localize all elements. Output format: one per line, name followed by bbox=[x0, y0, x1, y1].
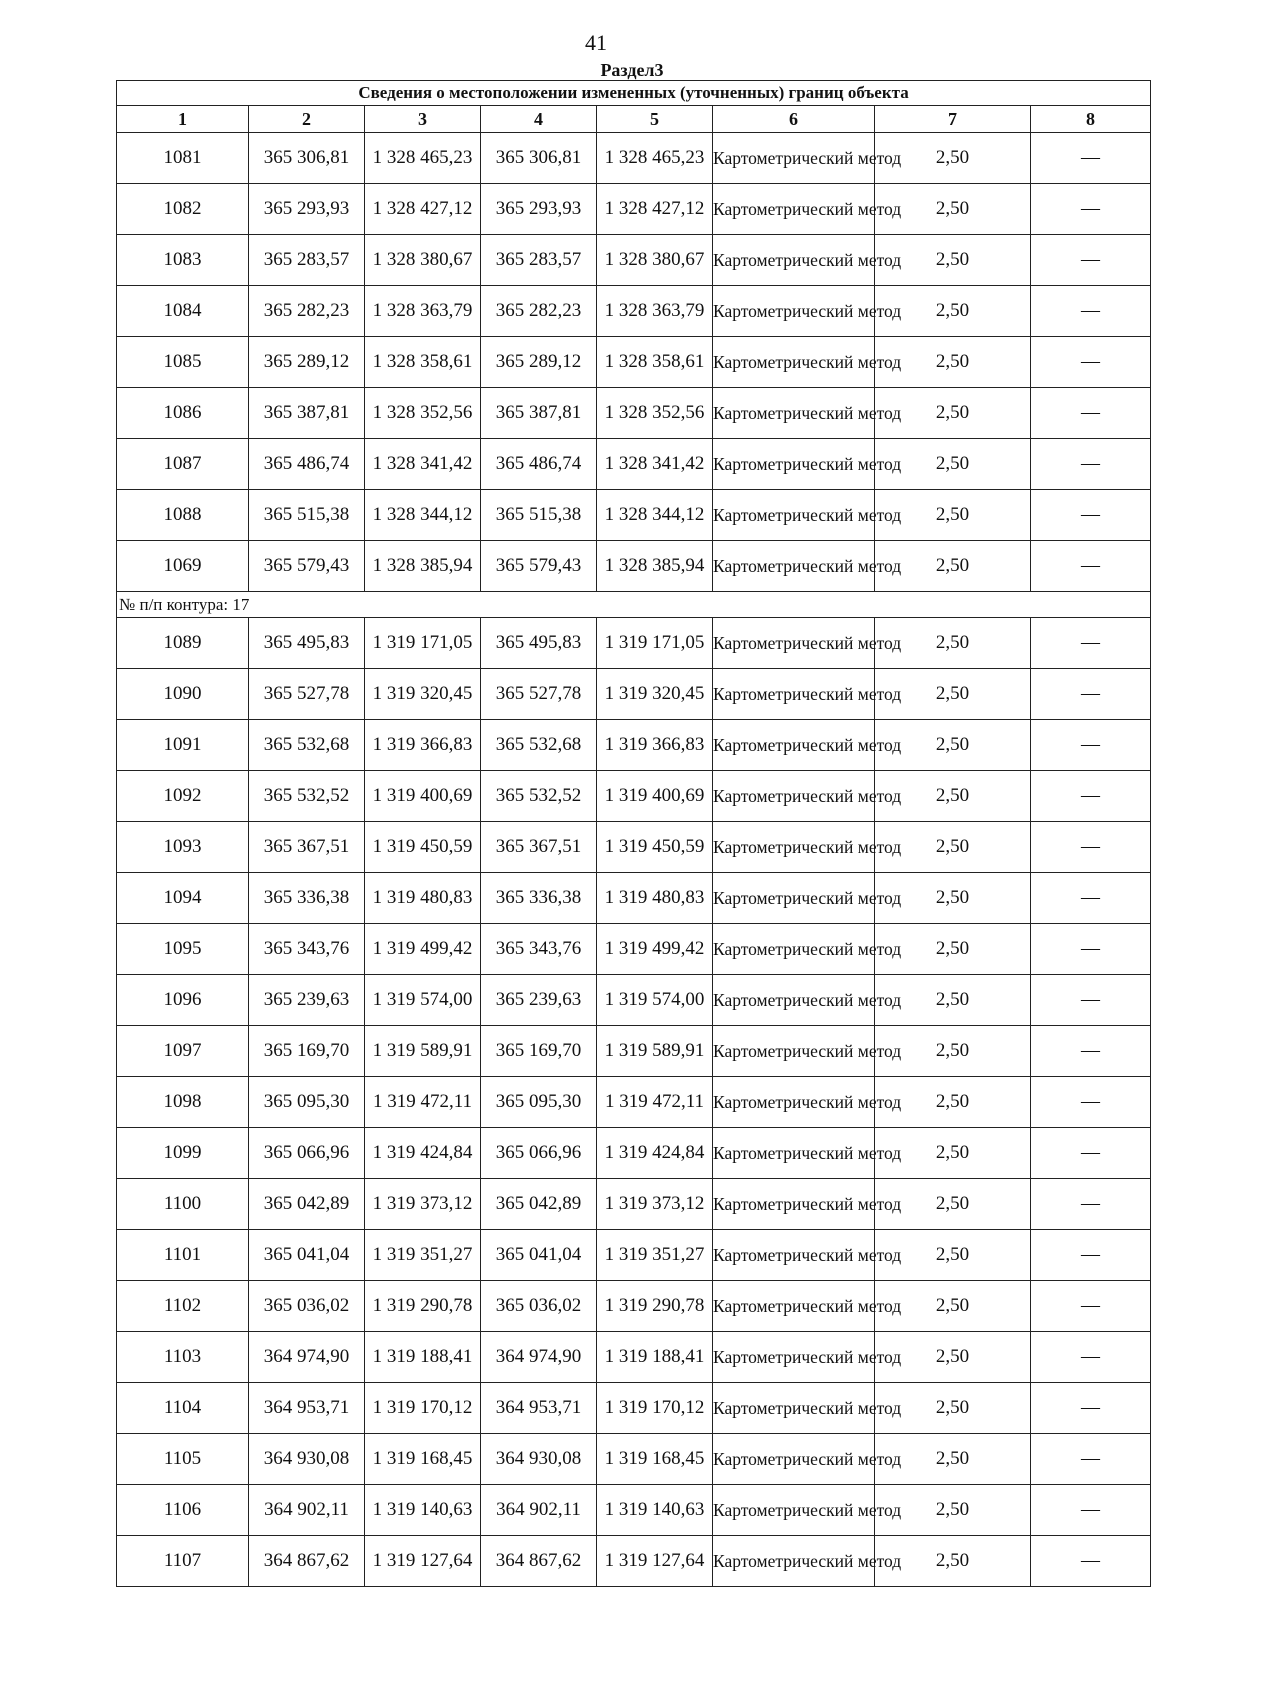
point-number-cell: 1097 bbox=[117, 1026, 249, 1077]
y-new-cell: 1 328 380,67 bbox=[597, 235, 713, 286]
accuracy-cell: 2,50 bbox=[875, 388, 1031, 439]
table-row bbox=[117, 490, 1151, 541]
point-number-cell: 1069 bbox=[117, 541, 249, 592]
x-existing-cell: 365 532,52 bbox=[249, 771, 365, 822]
y-new-cell: 1 328 427,12 bbox=[597, 184, 713, 235]
x-existing-cell: 365 095,30 bbox=[249, 1077, 365, 1128]
accuracy-cell: 2,50 bbox=[875, 1383, 1031, 1434]
y-new-cell: 1 319 366,83 bbox=[597, 720, 713, 771]
accuracy-cell: 2,50 bbox=[875, 133, 1031, 184]
column-number: 3 bbox=[365, 106, 481, 133]
method-cell: Картометрический метод bbox=[713, 1383, 875, 1434]
y-new-cell: 1 319 188,41 bbox=[597, 1332, 713, 1383]
point-number-cell: 1103 bbox=[117, 1332, 249, 1383]
x-new-cell: 365 066,96 bbox=[481, 1128, 597, 1179]
y-existing-cell: 1 319 480,83 bbox=[365, 873, 481, 924]
table-row bbox=[117, 720, 1151, 771]
point-number-cell: 1085 bbox=[117, 337, 249, 388]
x-new-cell: 364 930,08 bbox=[481, 1434, 597, 1485]
y-existing-cell: 1 319 320,45 bbox=[365, 669, 481, 720]
method-cell: Картометрический метод bbox=[713, 1536, 875, 1587]
point-number-cell: 1096 bbox=[117, 975, 249, 1026]
point-number-cell: 1107 bbox=[117, 1536, 249, 1587]
y-new-cell: 1 319 320,45 bbox=[597, 669, 713, 720]
column-number: 4 bbox=[481, 106, 597, 133]
method-cell: Картометрический метод bbox=[713, 1179, 875, 1230]
x-new-cell: 365 532,52 bbox=[481, 771, 597, 822]
point-number-cell: 1081 bbox=[117, 133, 249, 184]
method-cell: Картометрический метод bbox=[713, 1485, 875, 1536]
x-new-cell: 365 283,57 bbox=[481, 235, 597, 286]
y-new-cell: 1 328 358,61 bbox=[597, 337, 713, 388]
method-cell: Картометрический метод bbox=[713, 1026, 875, 1077]
contour-row bbox=[117, 592, 1151, 618]
point-number-cell: 1086 bbox=[117, 388, 249, 439]
note-cell: — bbox=[1031, 184, 1151, 235]
x-existing-cell: 365 066,96 bbox=[249, 1128, 365, 1179]
method-cell: Картометрический метод bbox=[713, 771, 875, 822]
y-new-cell: 1 319 400,69 bbox=[597, 771, 713, 822]
x-existing-cell: 365 515,38 bbox=[249, 490, 365, 541]
table-row bbox=[117, 337, 1151, 388]
x-existing-cell: 365 579,43 bbox=[249, 541, 365, 592]
note-cell: — bbox=[1031, 439, 1151, 490]
table-row bbox=[117, 1536, 1151, 1587]
x-new-cell: 365 532,68 bbox=[481, 720, 597, 771]
y-existing-cell: 1 319 188,41 bbox=[365, 1332, 481, 1383]
x-new-cell: 364 953,71 bbox=[481, 1383, 597, 1434]
accuracy-cell: 2,50 bbox=[875, 924, 1031, 975]
accuracy-cell: 2,50 bbox=[875, 1332, 1031, 1383]
x-new-cell: 365 387,81 bbox=[481, 388, 597, 439]
table-row bbox=[117, 541, 1151, 592]
point-number-cell: 1088 bbox=[117, 490, 249, 541]
column-number: 5 bbox=[597, 106, 713, 133]
point-number-cell: 1100 bbox=[117, 1179, 249, 1230]
y-new-cell: 1 319 373,12 bbox=[597, 1179, 713, 1230]
y-new-cell: 1 319 127,64 bbox=[597, 1536, 713, 1587]
y-existing-cell: 1 328 341,42 bbox=[365, 439, 481, 490]
column-number: 6 bbox=[713, 106, 875, 133]
x-new-cell: 365 486,74 bbox=[481, 439, 597, 490]
method-cell: Картометрический метод bbox=[713, 618, 875, 669]
accuracy-cell: 2,50 bbox=[875, 1536, 1031, 1587]
y-existing-cell: 1 319 589,91 bbox=[365, 1026, 481, 1077]
x-existing-cell: 365 336,38 bbox=[249, 873, 365, 924]
accuracy-cell: 2,50 bbox=[875, 1179, 1031, 1230]
note-cell: — bbox=[1031, 924, 1151, 975]
point-number-cell: 1104 bbox=[117, 1383, 249, 1434]
table-row bbox=[117, 822, 1151, 873]
note-cell: — bbox=[1031, 1179, 1151, 1230]
note-cell: — bbox=[1031, 1026, 1151, 1077]
method-cell: Картометрический метод bbox=[713, 337, 875, 388]
method-cell: Картометрический метод bbox=[713, 1332, 875, 1383]
point-number-cell: 1093 bbox=[117, 822, 249, 873]
note-cell: — bbox=[1031, 669, 1151, 720]
note-cell: — bbox=[1031, 1383, 1151, 1434]
point-number-cell: 1106 bbox=[117, 1485, 249, 1536]
table-row bbox=[117, 439, 1151, 490]
point-number-cell: 1090 bbox=[117, 669, 249, 720]
x-new-cell: 365 289,12 bbox=[481, 337, 597, 388]
x-existing-cell: 365 042,89 bbox=[249, 1179, 365, 1230]
y-new-cell: 1 328 341,42 bbox=[597, 439, 713, 490]
table-row bbox=[117, 1434, 1151, 1485]
table-row bbox=[117, 1383, 1151, 1434]
y-existing-cell: 1 319 450,59 bbox=[365, 822, 481, 873]
y-new-cell: 1 319 472,11 bbox=[597, 1077, 713, 1128]
y-existing-cell: 1 319 351,27 bbox=[365, 1230, 481, 1281]
x-new-cell: 364 974,90 bbox=[481, 1332, 597, 1383]
method-cell: Картометрический метод bbox=[713, 235, 875, 286]
x-existing-cell: 365 283,57 bbox=[249, 235, 365, 286]
point-number-cell: 1094 bbox=[117, 873, 249, 924]
x-new-cell: 365 336,38 bbox=[481, 873, 597, 924]
point-number-cell: 1098 bbox=[117, 1077, 249, 1128]
table-body bbox=[117, 133, 1151, 1587]
y-new-cell: 1 319 450,59 bbox=[597, 822, 713, 873]
accuracy-cell: 2,50 bbox=[875, 337, 1031, 388]
table-row bbox=[117, 975, 1151, 1026]
accuracy-cell: 2,50 bbox=[875, 771, 1031, 822]
accuracy-cell: 2,50 bbox=[875, 1230, 1031, 1281]
x-existing-cell: 365 387,81 bbox=[249, 388, 365, 439]
x-new-cell: 364 867,62 bbox=[481, 1536, 597, 1587]
x-new-cell: 364 902,11 bbox=[481, 1485, 597, 1536]
note-cell: — bbox=[1031, 490, 1151, 541]
y-new-cell: 1 328 352,56 bbox=[597, 388, 713, 439]
y-existing-cell: 1 319 170,12 bbox=[365, 1383, 481, 1434]
y-new-cell: 1 319 290,78 bbox=[597, 1281, 713, 1332]
accuracy-cell: 2,50 bbox=[875, 439, 1031, 490]
x-new-cell: 365 367,51 bbox=[481, 822, 597, 873]
accuracy-cell: 2,50 bbox=[875, 975, 1031, 1026]
x-new-cell: 365 527,78 bbox=[481, 669, 597, 720]
table-row bbox=[117, 924, 1151, 975]
table-row bbox=[117, 286, 1151, 337]
note-cell: — bbox=[1031, 1434, 1151, 1485]
method-cell: Картометрический метод bbox=[713, 439, 875, 490]
column-number-row bbox=[117, 106, 1151, 133]
point-number-cell: 1084 bbox=[117, 286, 249, 337]
x-existing-cell: 365 282,23 bbox=[249, 286, 365, 337]
x-existing-cell: 364 930,08 bbox=[249, 1434, 365, 1485]
y-existing-cell: 1 319 574,00 bbox=[365, 975, 481, 1026]
table-row bbox=[117, 388, 1151, 439]
method-cell: Картометрический метод bbox=[713, 388, 875, 439]
y-new-cell: 1 319 168,45 bbox=[597, 1434, 713, 1485]
table-row bbox=[117, 133, 1151, 184]
x-existing-cell: 364 902,11 bbox=[249, 1485, 365, 1536]
y-existing-cell: 1 319 499,42 bbox=[365, 924, 481, 975]
point-number-cell: 1102 bbox=[117, 1281, 249, 1332]
accuracy-cell: 2,50 bbox=[875, 873, 1031, 924]
y-new-cell: 1 319 140,63 bbox=[597, 1485, 713, 1536]
method-cell: Картометрический метод bbox=[713, 490, 875, 541]
x-existing-cell: 365 239,63 bbox=[249, 975, 365, 1026]
column-number: 8 bbox=[1031, 106, 1151, 133]
accuracy-cell: 2,50 bbox=[875, 1026, 1031, 1077]
accuracy-cell: 2,50 bbox=[875, 490, 1031, 541]
y-new-cell: 1 319 170,12 bbox=[597, 1383, 713, 1434]
table-row bbox=[117, 184, 1151, 235]
x-new-cell: 365 282,23 bbox=[481, 286, 597, 337]
method-cell: Картометрический метод bbox=[713, 1077, 875, 1128]
y-new-cell: 1 319 424,84 bbox=[597, 1128, 713, 1179]
table-row bbox=[117, 873, 1151, 924]
y-existing-cell: 1 328 385,94 bbox=[365, 541, 481, 592]
method-cell: Картометрический метод bbox=[713, 873, 875, 924]
x-new-cell: 365 293,93 bbox=[481, 184, 597, 235]
accuracy-cell: 2,50 bbox=[875, 1434, 1031, 1485]
accuracy-cell: 2,50 bbox=[875, 184, 1031, 235]
y-existing-cell: 1 328 465,23 bbox=[365, 133, 481, 184]
method-cell: Картометрический метод bbox=[713, 669, 875, 720]
x-existing-cell: 365 306,81 bbox=[249, 133, 365, 184]
table-row bbox=[117, 1281, 1151, 1332]
x-new-cell: 365 042,89 bbox=[481, 1179, 597, 1230]
x-new-cell: 365 579,43 bbox=[481, 541, 597, 592]
y-existing-cell: 1 319 373,12 bbox=[365, 1179, 481, 1230]
method-cell: Картометрический метод bbox=[713, 822, 875, 873]
x-new-cell: 365 306,81 bbox=[481, 133, 597, 184]
x-new-cell: 365 343,76 bbox=[481, 924, 597, 975]
contour-label: № п/п контура: 17 bbox=[117, 592, 1151, 618]
point-number-cell: 1092 bbox=[117, 771, 249, 822]
y-new-cell: 1 319 351,27 bbox=[597, 1230, 713, 1281]
accuracy-cell: 2,50 bbox=[875, 1485, 1031, 1536]
x-existing-cell: 365 532,68 bbox=[249, 720, 365, 771]
note-cell: — bbox=[1031, 235, 1151, 286]
y-existing-cell: 1 319 472,11 bbox=[365, 1077, 481, 1128]
x-existing-cell: 365 486,74 bbox=[249, 439, 365, 490]
y-existing-cell: 1 319 424,84 bbox=[365, 1128, 481, 1179]
table-title-row bbox=[117, 81, 1151, 106]
accuracy-cell: 2,50 bbox=[875, 1077, 1031, 1128]
method-cell: Картометрический метод bbox=[713, 720, 875, 771]
x-existing-cell: 365 495,83 bbox=[249, 618, 365, 669]
note-cell: — bbox=[1031, 133, 1151, 184]
table-row bbox=[117, 1485, 1151, 1536]
note-cell: — bbox=[1031, 720, 1151, 771]
x-new-cell: 365 495,83 bbox=[481, 618, 597, 669]
y-new-cell: 1 328 465,23 bbox=[597, 133, 713, 184]
y-new-cell: 1 319 171,05 bbox=[597, 618, 713, 669]
table-row bbox=[117, 1077, 1151, 1128]
y-existing-cell: 1 319 140,63 bbox=[365, 1485, 481, 1536]
table-row bbox=[117, 235, 1151, 286]
note-cell: — bbox=[1031, 286, 1151, 337]
accuracy-cell: 2,50 bbox=[875, 286, 1031, 337]
y-existing-cell: 1 328 363,79 bbox=[365, 286, 481, 337]
x-new-cell: 365 515,38 bbox=[481, 490, 597, 541]
note-cell: — bbox=[1031, 975, 1151, 1026]
point-number-cell: 1095 bbox=[117, 924, 249, 975]
x-existing-cell: 364 953,71 bbox=[249, 1383, 365, 1434]
x-existing-cell: 365 343,76 bbox=[249, 924, 365, 975]
y-new-cell: 1 328 363,79 bbox=[597, 286, 713, 337]
accuracy-cell: 2,50 bbox=[875, 669, 1031, 720]
y-existing-cell: 1 319 366,83 bbox=[365, 720, 481, 771]
x-existing-cell: 364 867,62 bbox=[249, 1536, 365, 1587]
y-new-cell: 1 319 499,42 bbox=[597, 924, 713, 975]
note-cell: — bbox=[1031, 1230, 1151, 1281]
y-existing-cell: 1 319 400,69 bbox=[365, 771, 481, 822]
x-new-cell: 365 239,63 bbox=[481, 975, 597, 1026]
note-cell: — bbox=[1031, 1281, 1151, 1332]
point-number-cell: 1087 bbox=[117, 439, 249, 490]
note-cell: — bbox=[1031, 1077, 1151, 1128]
x-new-cell: 365 169,70 bbox=[481, 1026, 597, 1077]
point-number-cell: 1083 bbox=[117, 235, 249, 286]
coordinates-table bbox=[116, 80, 1151, 1587]
note-cell: — bbox=[1031, 822, 1151, 873]
x-existing-cell: 365 367,51 bbox=[249, 822, 365, 873]
y-existing-cell: 1 328 380,67 bbox=[365, 235, 481, 286]
method-cell: Картометрический метод bbox=[713, 541, 875, 592]
table-row bbox=[117, 1128, 1151, 1179]
x-existing-cell: 365 293,93 bbox=[249, 184, 365, 235]
note-cell: — bbox=[1031, 1536, 1151, 1587]
column-number: 2 bbox=[249, 106, 365, 133]
method-cell: Картометрический метод bbox=[713, 286, 875, 337]
point-number-cell: 1082 bbox=[117, 184, 249, 235]
note-cell: — bbox=[1031, 618, 1151, 669]
note-cell: — bbox=[1031, 388, 1151, 439]
column-number: 1 bbox=[117, 106, 249, 133]
accuracy-cell: 2,50 bbox=[875, 618, 1031, 669]
note-cell: — bbox=[1031, 771, 1151, 822]
y-existing-cell: 1 328 344,12 bbox=[365, 490, 481, 541]
y-existing-cell: 1 319 290,78 bbox=[365, 1281, 481, 1332]
table-row bbox=[117, 1026, 1151, 1077]
table-row bbox=[117, 1332, 1151, 1383]
accuracy-cell: 2,50 bbox=[875, 720, 1031, 771]
accuracy-cell: 2,50 bbox=[875, 822, 1031, 873]
accuracy-cell: 2,50 bbox=[875, 541, 1031, 592]
point-number-cell: 1089 bbox=[117, 618, 249, 669]
y-new-cell: 1 328 385,94 bbox=[597, 541, 713, 592]
x-existing-cell: 365 041,04 bbox=[249, 1230, 365, 1281]
point-number-cell: 1101 bbox=[117, 1230, 249, 1281]
y-new-cell: 1 319 589,91 bbox=[597, 1026, 713, 1077]
method-cell: Картометрический метод bbox=[713, 1230, 875, 1281]
table-row bbox=[117, 1230, 1151, 1281]
x-new-cell: 365 095,30 bbox=[481, 1077, 597, 1128]
x-existing-cell: 365 289,12 bbox=[249, 337, 365, 388]
note-cell: — bbox=[1031, 873, 1151, 924]
y-existing-cell: 1 328 427,12 bbox=[365, 184, 481, 235]
x-existing-cell: 365 036,02 bbox=[249, 1281, 365, 1332]
table-row bbox=[117, 669, 1151, 720]
note-cell: — bbox=[1031, 1332, 1151, 1383]
column-number: 7 bbox=[875, 106, 1031, 133]
y-existing-cell: 1 319 127,64 bbox=[365, 1536, 481, 1587]
note-cell: — bbox=[1031, 541, 1151, 592]
x-existing-cell: 364 974,90 bbox=[249, 1332, 365, 1383]
note-cell: — bbox=[1031, 1128, 1151, 1179]
accuracy-cell: 2,50 bbox=[875, 235, 1031, 286]
method-cell: Картометрический метод bbox=[713, 1281, 875, 1332]
x-existing-cell: 365 527,78 bbox=[249, 669, 365, 720]
point-number-cell: 1105 bbox=[117, 1434, 249, 1485]
x-new-cell: 365 041,04 bbox=[481, 1230, 597, 1281]
section-label: Раздел3 bbox=[600, 60, 664, 80]
point-number-cell: 1099 bbox=[117, 1128, 249, 1179]
method-cell: Картометрический метод bbox=[713, 1128, 875, 1179]
accuracy-cell: 2,50 bbox=[875, 1281, 1031, 1332]
method-cell: Картометрический метод bbox=[713, 975, 875, 1026]
x-new-cell: 365 036,02 bbox=[481, 1281, 597, 1332]
y-new-cell: 1 319 574,00 bbox=[597, 975, 713, 1026]
method-cell: Картометрический метод bbox=[713, 184, 875, 235]
method-cell: Картометрический метод bbox=[713, 1434, 875, 1485]
table-row bbox=[117, 771, 1151, 822]
y-new-cell: 1 328 344,12 bbox=[597, 490, 713, 541]
method-cell: Картометрический метод bbox=[713, 133, 875, 184]
y-new-cell: 1 319 480,83 bbox=[597, 873, 713, 924]
point-number-cell: 1091 bbox=[117, 720, 249, 771]
x-existing-cell: 365 169,70 bbox=[249, 1026, 365, 1077]
table-title: Сведения о местоположении измененных (уточненных) границ объекта bbox=[117, 81, 1151, 106]
note-cell: — bbox=[1031, 337, 1151, 388]
y-existing-cell: 1 319 171,05 bbox=[365, 618, 481, 669]
accuracy-cell: 2,50 bbox=[875, 1128, 1031, 1179]
note-cell: — bbox=[1031, 1485, 1151, 1536]
y-existing-cell: 1 328 352,56 bbox=[365, 388, 481, 439]
table-row bbox=[117, 618, 1151, 669]
table-row bbox=[117, 1179, 1151, 1230]
y-existing-cell: 1 319 168,45 bbox=[365, 1434, 481, 1485]
method-cell: Картометрический метод bbox=[713, 924, 875, 975]
page-number: 41 bbox=[585, 30, 607, 55]
y-existing-cell: 1 328 358,61 bbox=[365, 337, 481, 388]
